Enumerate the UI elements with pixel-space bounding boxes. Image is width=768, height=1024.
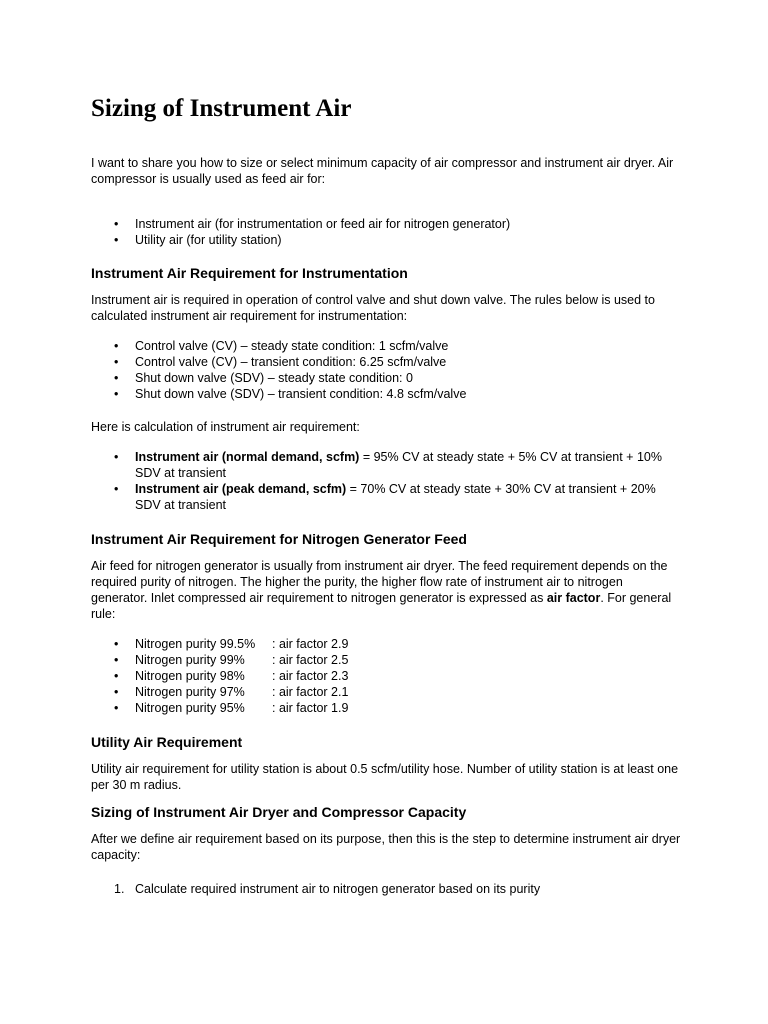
bullet-icon: • — [114, 482, 119, 496]
intro-paragraph: I want to share you how to size or select minimum capacity of air compressor and instrument air dryer. Air compressor is usually used as feed air for: — [91, 156, 674, 186]
document-page — [91, 92, 681, 897]
bullet-icon: • — [114, 701, 119, 715]
air-factor-value: : air factor 2.5 — [272, 653, 349, 667]
purity-name: Nitrogen purity 97% — [135, 685, 245, 699]
list-item — [91, 449, 667, 481]
bullet-icon: • — [114, 355, 119, 369]
nitrogen-paragraph-end: . For general rule: — [91, 591, 672, 621]
bullet-icon: • — [114, 339, 119, 353]
list-item — [91, 668, 667, 684]
list-item — [91, 652, 667, 668]
section-heading-nitrogen: Instrument Air Requirement for Nitrogen Generator Feed — [91, 531, 467, 547]
section-heading-instrumentation: Instrument Air Requirement for Instrumentation — [91, 265, 408, 281]
section-heading-sizing: Sizing of Instrument Air Dryer and Compressor Capacity — [91, 804, 467, 820]
list-item — [91, 684, 667, 700]
bullet-icon: • — [114, 637, 119, 651]
list-item — [91, 338, 667, 354]
step-number: 1. — [114, 882, 125, 896]
list-item-text: Instrument air (for instrumentation or feed air for nitrogen generator) — [135, 217, 511, 231]
sizing-steps-list — [91, 881, 681, 897]
bullet-icon: • — [114, 450, 119, 464]
nitrogen-purity-list — [91, 636, 681, 716]
calculation-intro: Here is calculation of instrument air requirement: — [91, 420, 360, 434]
bullet-icon: • — [114, 371, 119, 385]
list-item — [91, 216, 667, 232]
utility-paragraph: Utility air requirement for utility station is about 0.5 scfm/utility hose. Number of utility station is at least one per 30 m radius. — [91, 762, 679, 792]
feed-uses-list — [91, 216, 681, 248]
calc-formula: = 95% CV at steady state + 5% CV at transient + 10% SDV at transient — [135, 450, 662, 480]
bullet-icon: • — [114, 669, 119, 683]
list-item-text: Control valve (CV) – transient condition: 6.25 scfm/valve — [135, 355, 447, 369]
list-item-text: Control valve (CV) – steady state condition: 1 scfm/valve — [135, 339, 449, 353]
section-heading-utility: Utility Air Requirement — [91, 734, 243, 750]
instrumentation-paragraph: Instrument air is required in operation of control valve and shut down valve. The rules below is used to calculated instrument air requirement for instrumentation: — [91, 293, 655, 323]
bullet-icon: • — [114, 233, 119, 247]
list-item — [91, 370, 667, 386]
bullet-icon: • — [114, 217, 119, 231]
step-text: Calculate required instrument air to nitrogen generator based on its purity — [135, 882, 541, 896]
list-item — [91, 232, 667, 248]
list-item — [91, 481, 667, 513]
calc-label: Instrument air (normal demand, scfm) — [135, 450, 360, 464]
list-item — [91, 881, 667, 897]
calculation-list — [91, 449, 681, 513]
list-item — [91, 636, 667, 652]
list-item — [91, 354, 667, 370]
air-factor-value: : air factor 2.9 — [272, 637, 349, 651]
air-factor-value: : air factor 2.1 — [272, 685, 349, 699]
bullet-icon: • — [114, 685, 119, 699]
list-item — [91, 386, 667, 402]
purity-name: Nitrogen purity 99% — [135, 653, 245, 667]
calc-formula: = 70% CV at steady state + 30% CV at transient + 20% SDV at transient — [135, 482, 656, 512]
sizing-paragraph: After we define air requirement based on its purpose, then this is the step to determine instrument air dryer capacity: — [91, 832, 681, 862]
bullet-icon: • — [114, 653, 119, 667]
instrumentation-rules-list — [91, 338, 681, 402]
bullet-icon: • — [114, 387, 119, 401]
purity-name: Nitrogen purity 95% — [135, 701, 245, 715]
list-item — [91, 700, 667, 716]
purity-name: Nitrogen purity 99.5% — [135, 637, 256, 651]
document-title: Sizing of Instrument Air — [91, 95, 352, 122]
list-item-text: Shut down valve (SDV) – transient condition: 4.8 scfm/valve — [135, 387, 467, 401]
nitrogen-paragraph-text: Air feed for nitrogen generator is usually from instrument air dryer. The feed requirement depends on the required purity of nitrogen. The higher the purity, the higher flow rate of instrument air to nitrogen generator. Inlet compressed air requirement to nitrogen generator is expressed as — [91, 559, 668, 605]
list-item-text: Utility air (for utility station) — [135, 233, 282, 247]
list-item-text: Shut down valve (SDV) – steady state condition: 0 — [135, 371, 413, 385]
air-factor-value: : air factor 2.3 — [272, 669, 349, 683]
nitrogen-paragraph — [91, 558, 681, 622]
purity-name: Nitrogen purity 98% — [135, 669, 245, 683]
air-factor-term: air factor — [546, 591, 601, 605]
calc-label: Instrument air (peak demand, scfm) — [135, 482, 347, 496]
air-factor-value: : air factor 1.9 — [272, 701, 349, 715]
